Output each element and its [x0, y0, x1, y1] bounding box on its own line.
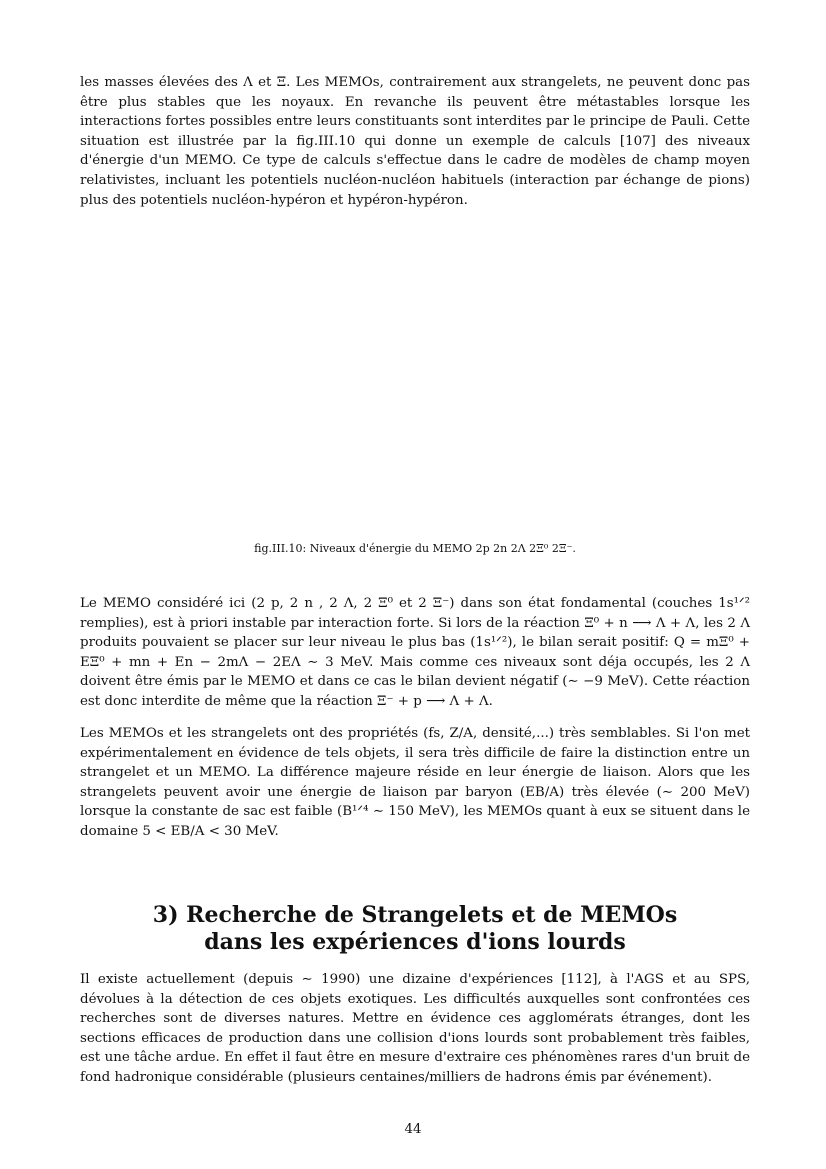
section-heading-line-2: dans les expériences d'ions lourds: [204, 929, 626, 955]
section-heading: [80, 902, 750, 956]
paragraph-memo-strangelet-comparison: Les MEMOs et les strangelets ont des propriétés (fs, Z/A, densité,...) très semblables. Si l'on met expérimentalement en évidence de tels objets, il sera très difficile de faire la distinction entre un strangelet et un MEMO. La différence majeure réside en leur énergie de liaison. Alors que les strangelets peuvent avoir une énergie de liaison par baryon (EB/A) très élevée (∼ 200 MeV) lorsque la constante de sac est faible (B¹ᐟ⁴ ∼ 150 MeV), les MEMOs quant à eux se situent dans le domaine 5 < EB/A < 30 MeV.: [80, 726, 750, 839]
figure-caption: fig.III.10: Niveaux d'énergie du MEMO 2p 2n 2Λ 2Ξ⁰ 2Ξ⁻.: [254, 542, 576, 555]
section-heading-line-1: 3) Recherche de Strangelets et de MEMOs: [152, 902, 678, 928]
page-number: 44: [404, 1122, 422, 1137]
paragraph-memo-reaction: Le MEMO considéré ici (2 p, 2 n , 2 Λ, 2 Ξ⁰ et 2 Ξ⁻) dans son état fondamental (couches 1s¹ᐟ² remplies), est à priori instable par interaction forte. Si lors de la réaction Ξ⁰ + n ⟶ Λ + Λ, les 2 Λ produits pouvaient se placer sur leur niveau le plus bas (1s¹ᐟ²), le bilan serait positif: Q = mΞ⁰ + EΞ⁰ + mn + En − 2mΛ − 2EΛ ∼ 3 MeV. Mais comme ces niveaux sont déja occupés, les 2 Λ doivent être émis par le MEMO et dans ce cas le bilan devient négatif (∼ −9 MeV). Cette réaction est donc interdite de même que la réaction Ξ⁻ + p ⟶ Λ + Λ.: [80, 596, 750, 709]
paragraph-experiments: Il existe actuellement (depuis ∼ 1990) une dizaine d'expériences [112], à l'AGS et au SPS, dévolues à la détection de ces objets exotiques. Les difficultés auxquelles sont confrontées ces recherches sont de diverses natures. Mettre en évidence ces agglomérats étranges, dont les sections efficaces de production dans une collision d'ions lourds sont probablement très faibles, est une tâche ardue. En effet il faut être en mesure d'extraire ces phénomènes rares d'un bruit de fond hadronique considérable (plusieurs centaines/milliers de hadrons émis par événement).: [80, 972, 750, 1085]
figure-placeholder: [80, 225, 750, 530]
paragraph-memo-stability: les masses élevées des Λ et Ξ. Les MEMOs, contrairement aux strangelets, ne peuvent donc pas être plus stables que les noyaux. En revanche ils peuvent être métastables lorsque les interactions fortes possibles entre leurs constituants sont interdites par le principe de Pauli. Cette situation est illustrée par la fig.III.10 qui donne un exemple de calculs [107] des niveaux d'énergie d'un MEMO. Ce type de calculs s'effectue dans le cadre de modèles de champ moyen relativistes, incluant les potentiels nucléon-nucléon habituels (interaction par échange de pions) plus des potentiels nucléon-hypéron et hypéron-hypéron.: [80, 75, 750, 208]
